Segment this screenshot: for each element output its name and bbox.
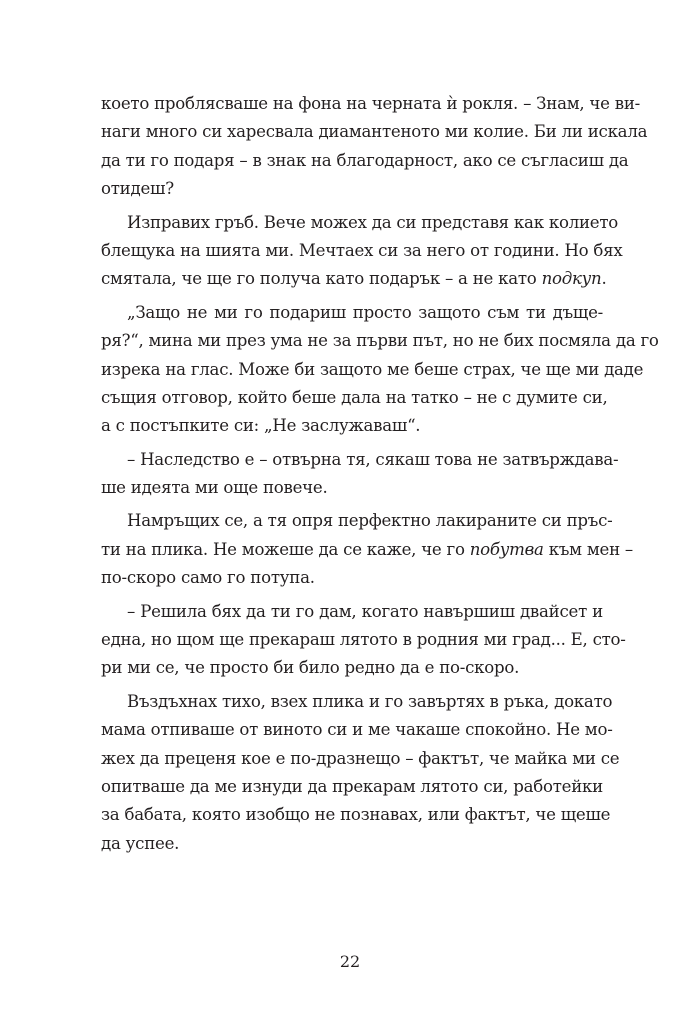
text-line: наги много си харесвала диамантеното ми колие. Би ли искала [101, 122, 648, 142]
text-line: – Наследство е – отвърна тя, сякаш това не затвърждава- [127, 449, 619, 469]
text-line: жех да преценя кое е по-дразнещо – фактът, че майка ми се [101, 748, 620, 768]
body-text [101, 90, 659, 858]
paragraph-4 [101, 446, 619, 503]
text-line: „Защо не ми го подариш просто защото съм ти дъще- [127, 302, 603, 322]
text-run: . [601, 269, 607, 289]
italic-word: побутва [469, 539, 544, 559]
text-line: отидеш? [101, 179, 174, 199]
text-line: Намръщих се, а тя опря перфектно лакираните си пръс- [127, 511, 613, 531]
italic-word: подкуп [541, 269, 602, 289]
paragraph-7 [101, 688, 620, 858]
text-line: опитваше да ме изнуди да прекарам лятото си, работейки [101, 776, 603, 796]
text-line: мама отпиваше от виното си и ме чакаше спокойно. Не мо- [101, 720, 613, 740]
text-line: което проблясваше на фона на черната ѝ рокля. – Знам, че ви- [101, 94, 640, 113]
text-line: блещука на шията ми. Мечтаех си за него от години. Но бях [101, 240, 623, 260]
text-line: ше идеята ми още повече. [101, 478, 328, 498]
text-line: а с постъпките си: „Не заслужаваш“. [101, 416, 421, 436]
text-line: една, но щом ще прекараш лятото в родния ми град... Е, сто- [101, 630, 626, 650]
paragraph-2 [101, 209, 623, 294]
text-line: същия отговор, който беше дала на татко – не с думите си, [101, 387, 608, 407]
text-line: Въздъхнах тихо, взех плика и го завъртях в ръка, докато [127, 691, 613, 711]
text-line: ря?“, мина ми през ума не за първи път, но не бих посмяла да го [101, 331, 659, 351]
text-line: да ти го подаря – в знак на благодарност, ако се съгласиш да [101, 150, 629, 170]
text-run: към мен – [543, 539, 633, 559]
text-run: смятала, че ще го получа като подарък – а не като [101, 269, 542, 289]
text-line: изрека на глас. Може би защото ме беше страх, че ще ми даде [101, 359, 644, 379]
page-number: 22 [339, 952, 361, 971]
paragraph-1 [101, 90, 648, 204]
paragraph-6 [101, 598, 626, 683]
paragraph-5 [101, 507, 633, 592]
text-line [101, 536, 633, 564]
text-line: – Решила бях да ти го дам, когато навършиш двайсет и [127, 601, 603, 621]
paragraph-3 [101, 299, 659, 441]
text-line: за бабата, която изобщо не познавах, или фактът, че щеше [101, 805, 611, 825]
text-line: Изправих гръб. Вече можех да си представя как колието [127, 212, 619, 232]
text-line: ри ми се, че просто би било редно да е по-скоро. [101, 658, 520, 678]
text-line: да успее. [101, 833, 180, 853]
text-line [101, 265, 607, 293]
text-line: по-скоро само го потупа. [101, 568, 315, 588]
text-run: ти на плика. Не можеше да се каже, че го [101, 539, 470, 559]
